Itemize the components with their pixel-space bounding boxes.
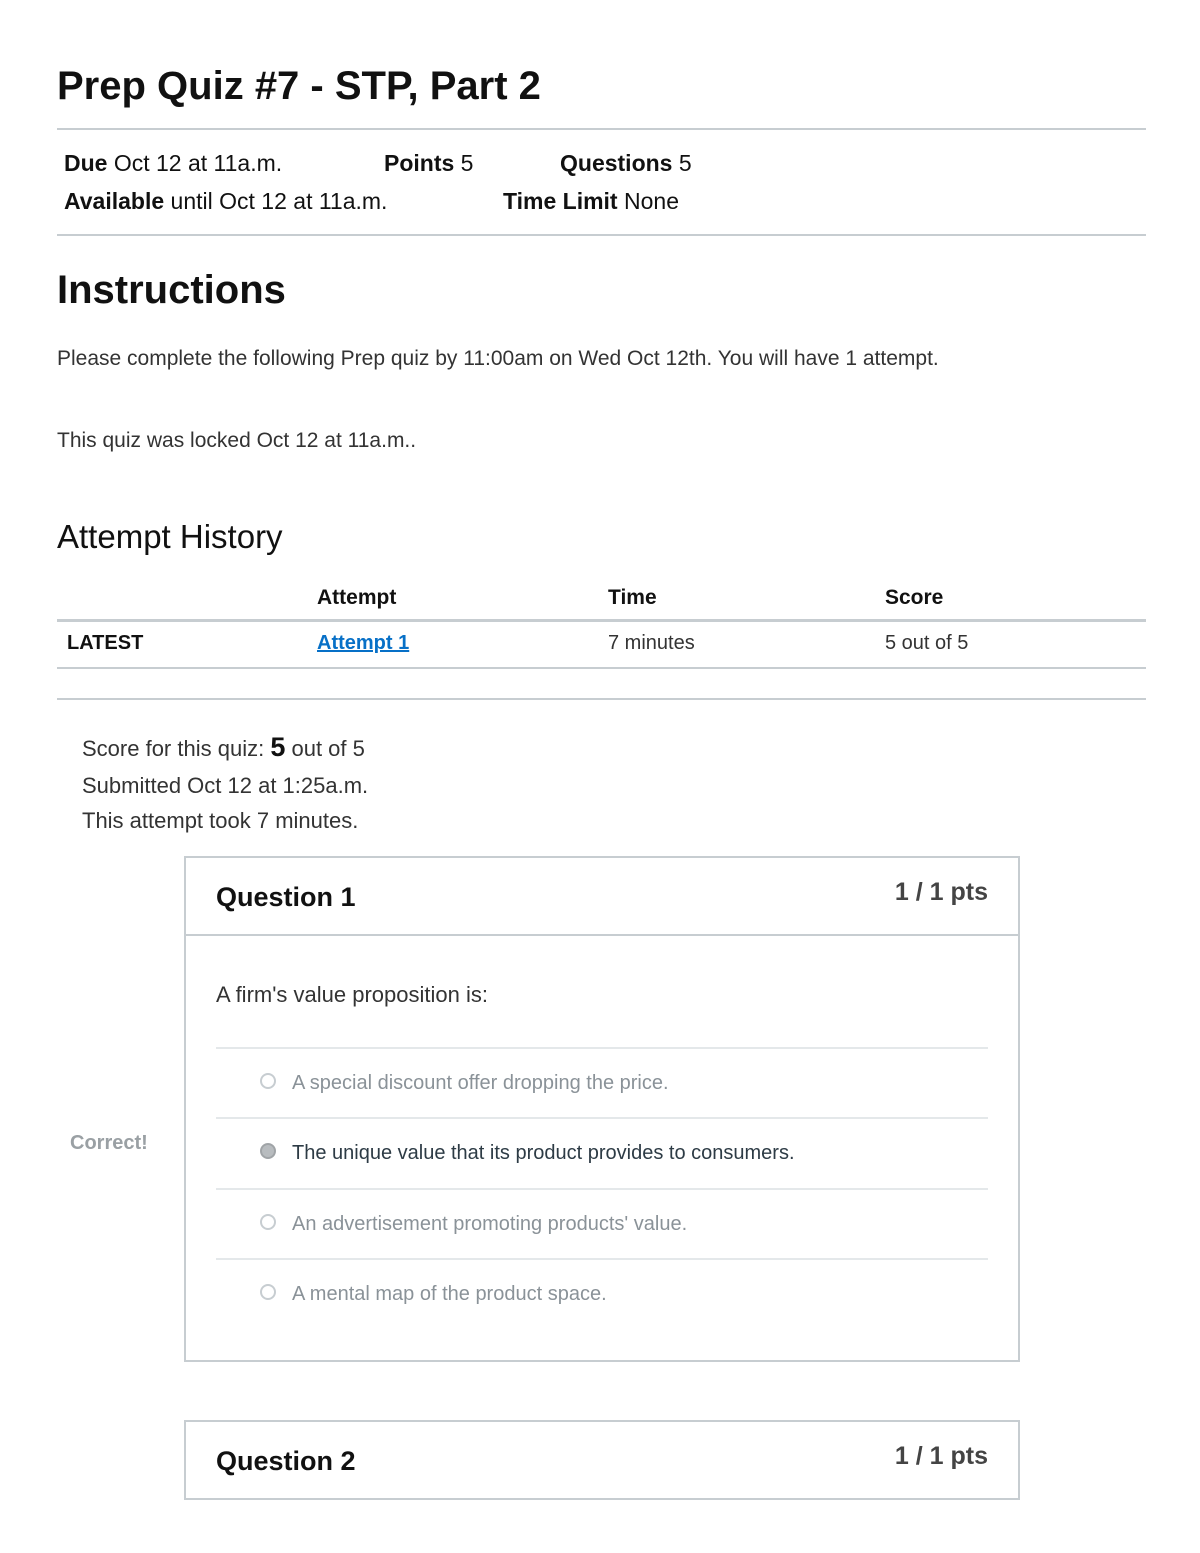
column-header-time: Time (608, 586, 657, 609)
due-label: Due (64, 150, 108, 176)
answer-option[interactable] (216, 1258, 988, 1330)
answer-text: A mental map of the product space. (292, 1283, 607, 1305)
divider (57, 128, 1146, 130)
question-2-title: Question 2 (216, 1446, 356, 1476)
question-2-header (186, 1422, 1018, 1498)
available-info (64, 188, 387, 215)
locked-notice: This quiz was locked Oct 12 at 11a.m.. (57, 429, 417, 452)
due-value: Oct 12 at 11a.m. (113, 150, 283, 176)
divider (57, 234, 1146, 236)
submitted-time: Submitted Oct 12 at 1:25a.m. (82, 773, 369, 798)
quiz-score (82, 732, 365, 763)
due-info (64, 150, 282, 177)
attempt-time: 7 minutes (608, 632, 695, 654)
question-1-points: 1 / 1 pts (894, 878, 988, 906)
column-header-score: Score (885, 586, 944, 609)
answer-option[interactable] (216, 1047, 988, 1119)
answer-text: A special discount offer dropping the price. (292, 1072, 669, 1094)
table-header-divider (57, 619, 1146, 622)
answer-option[interactable] (216, 1188, 988, 1260)
answer-option-selected[interactable] (216, 1117, 988, 1189)
divider (57, 698, 1146, 700)
radio-button[interactable] (260, 1284, 276, 1300)
attempt-1-link[interactable]: Attempt 1 (317, 632, 410, 654)
answer-text: An advertisement promoting products' value. (292, 1213, 688, 1235)
radio-button[interactable] (260, 1073, 276, 1089)
points-value: 5 (460, 150, 474, 176)
radio-button[interactable] (260, 1214, 276, 1230)
time-limit-info (503, 188, 679, 215)
points-info (384, 150, 473, 177)
questions-info (560, 150, 692, 177)
correct-answer-flag: Correct! (70, 1132, 148, 1154)
score-suffix: out of 5 (291, 736, 365, 761)
question-1-card (184, 856, 1020, 1362)
points-label: Points (384, 150, 455, 176)
column-header-attempt: Attempt (317, 586, 397, 609)
attempt-duration: This attempt took 7 minutes. (82, 808, 359, 833)
instructions-text: Please complete the following Prep quiz by 11:00am on Wed Oct 12th. You will have 1 attempt. (57, 347, 939, 370)
page-title: Prep Quiz #7 - STP, Part 2 (57, 64, 541, 108)
questions-label: Questions (560, 150, 673, 176)
available-value: until Oct 12 at 11a.m. (170, 188, 388, 214)
question-2-card (184, 1420, 1020, 1500)
attempt-score: 5 out of 5 (885, 632, 969, 654)
score-prefix: Score for this quiz: (82, 736, 265, 761)
answer-text: The unique value that its product provides to consumers. (292, 1142, 795, 1164)
table-row-attempt (317, 632, 409, 655)
question-1-text: A firm's value proposition is: (216, 982, 488, 1007)
questions-value: 5 (678, 150, 692, 176)
available-label: Available (64, 188, 165, 214)
question-2-points: 1 / 1 pts (894, 1442, 988, 1470)
question-1-header (186, 858, 1018, 936)
time-limit-value: None (624, 188, 679, 214)
attempt-history-heading: Attempt History (57, 518, 283, 555)
latest-label: LATEST (67, 632, 144, 654)
time-limit-label: Time Limit (503, 188, 618, 214)
score-value: 5 (270, 732, 286, 762)
question-1-title: Question 1 (216, 882, 356, 912)
instructions-heading: Instructions (57, 268, 286, 312)
table-row-divider (57, 667, 1146, 669)
radio-button-selected[interactable] (260, 1143, 276, 1159)
